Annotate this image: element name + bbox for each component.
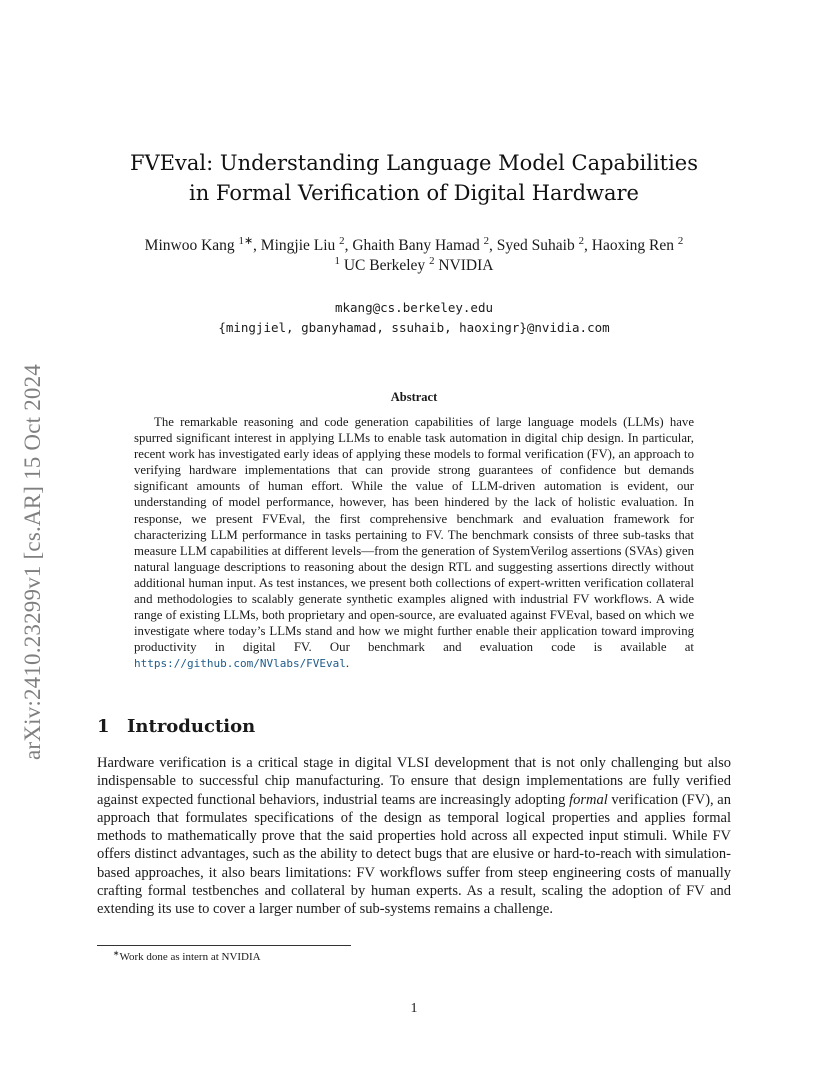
- abstract-text: [134, 414, 694, 673]
- affiliations: [100, 256, 728, 276]
- intro-emphasis: formal: [569, 791, 608, 808]
- footnote: [113, 948, 261, 963]
- author-block: [100, 236, 728, 276]
- affiliation-mark: 1: [334, 254, 340, 267]
- abstract-heading: Abstract: [390, 390, 438, 404]
- section-title: Introduction: [127, 716, 256, 737]
- author-affiliation-mark: 2: [339, 234, 345, 247]
- author-affiliation-mark: 2: [483, 234, 490, 247]
- title-line-1: FVEval: Understanding Language Model Capabilities: [129, 151, 699, 175]
- introduction-paragraph: [97, 754, 731, 919]
- author-affiliation-mark: 1∗: [238, 234, 254, 247]
- affiliation-name: UC Berkeley: [339, 257, 430, 274]
- affiliation-mark: 2: [429, 254, 435, 267]
- repository-link[interactable]: https://github.com/NVlabs/FVEval: [134, 657, 346, 671]
- author-affiliation-mark: 2: [578, 234, 585, 247]
- author-name: , Haoxing Ren: [584, 237, 675, 254]
- intro-text-2: verification (FV), an approach that formulates specifications of the design as temporal logical properties and applies formal methods to mathematically prove that the said properties hold across all expected input stimuli. While FV offers distinct advantages, such as the ability to detect bugs that are elusive or hard-to-reach with simulation-based approaches, it also bears limitations: FV workflows suffer from steep engineering costs of manually crafting formal testbenches and collateral by human experts. As a result, scaling the adoption of FV and extending its use to cover a larger number of sub-systems remains a challenge.: [97, 791, 731, 918]
- intro-text-1: Hardware verification is a critical stage in digital VLSI development that is not only challenging but also indispensable to successful chip manufacturing. To ensure that design implementations are fully verified against expected functional behaviors, industrial teams are increasingly adopting: [97, 755, 731, 808]
- section-number: 1: [97, 716, 110, 737]
- email-line-2: {mingjiel, gbanyhamad, ssuhaib, haoxingr}@nvidia.com: [218, 320, 610, 335]
- author-name: Minwoo Kang: [144, 237, 235, 254]
- author-affiliation-mark: 2: [677, 234, 684, 247]
- affiliation-name: NVIDIA: [434, 257, 494, 274]
- author-name: , Ghaith Bany Hamad: [344, 237, 480, 254]
- section-heading-introduction: [97, 716, 255, 737]
- abstract-paragraph: The remarkable reasoning and code generation capabilities of large language models (LLMs) have spurred significant interest in applying LLMs to enable task automation in digital chip design. In particular, recent work has investigated early ideas of applying these models to formal verification (FV), an approach to verifying hardware implementations that can provide strong guarantees of confidence but demands significant amounts of human effort. While the value of LLM-driven automation is evident, our understanding of model performance, however, has been hindered by the lack of holistic evaluation. In response, we present FVEval, the first comprehensive benchmark and evaluation framework for characterizing LLM performance in tasks pertaining to FV. The benchmark consists of three sub-tasks that measure LLM capabilities at different levels—from the generation of SystemVerilog assertions (SVAs) given natural language descriptions to reasoning about the design RTL and suggesting assertions directly without additional human input. As test instances, we present both collections of expert-written verification collateral and methodologies to scalably generate synthetic examples aligned with industrial FV workflows. A wide range of existing LLMs, both proprietary and open-source, are evaluated against FVEval, based on which we investigate where today’s LLMs stand and how we might further enable their application toward improving productivity in digital FV. Our benchmark and evaluation code is available at: [134, 415, 694, 655]
- author-name: , Mingjie Liu: [253, 237, 336, 254]
- paper-title: [100, 148, 728, 208]
- footnote-text: Work done as intern at NVIDIA: [119, 951, 261, 963]
- author-name: , Syed Suhaib: [489, 237, 575, 254]
- abstract-end: .: [345, 656, 350, 671]
- footnote-marker: ∗: [113, 948, 120, 958]
- footnote-divider: [97, 945, 351, 946]
- author-emails: [100, 298, 728, 338]
- arxiv-identifier-stamp: arXiv:2410.23299v1 [cs.AR] 15 Oct 2024: [20, 364, 45, 760]
- title-line-2: in Formal Verification of Digital Hardware: [189, 181, 639, 205]
- page-number: 1: [410, 1001, 418, 1016]
- email-line-1: mkang@cs.berkeley.edu: [334, 300, 494, 315]
- author-names: [100, 236, 728, 256]
